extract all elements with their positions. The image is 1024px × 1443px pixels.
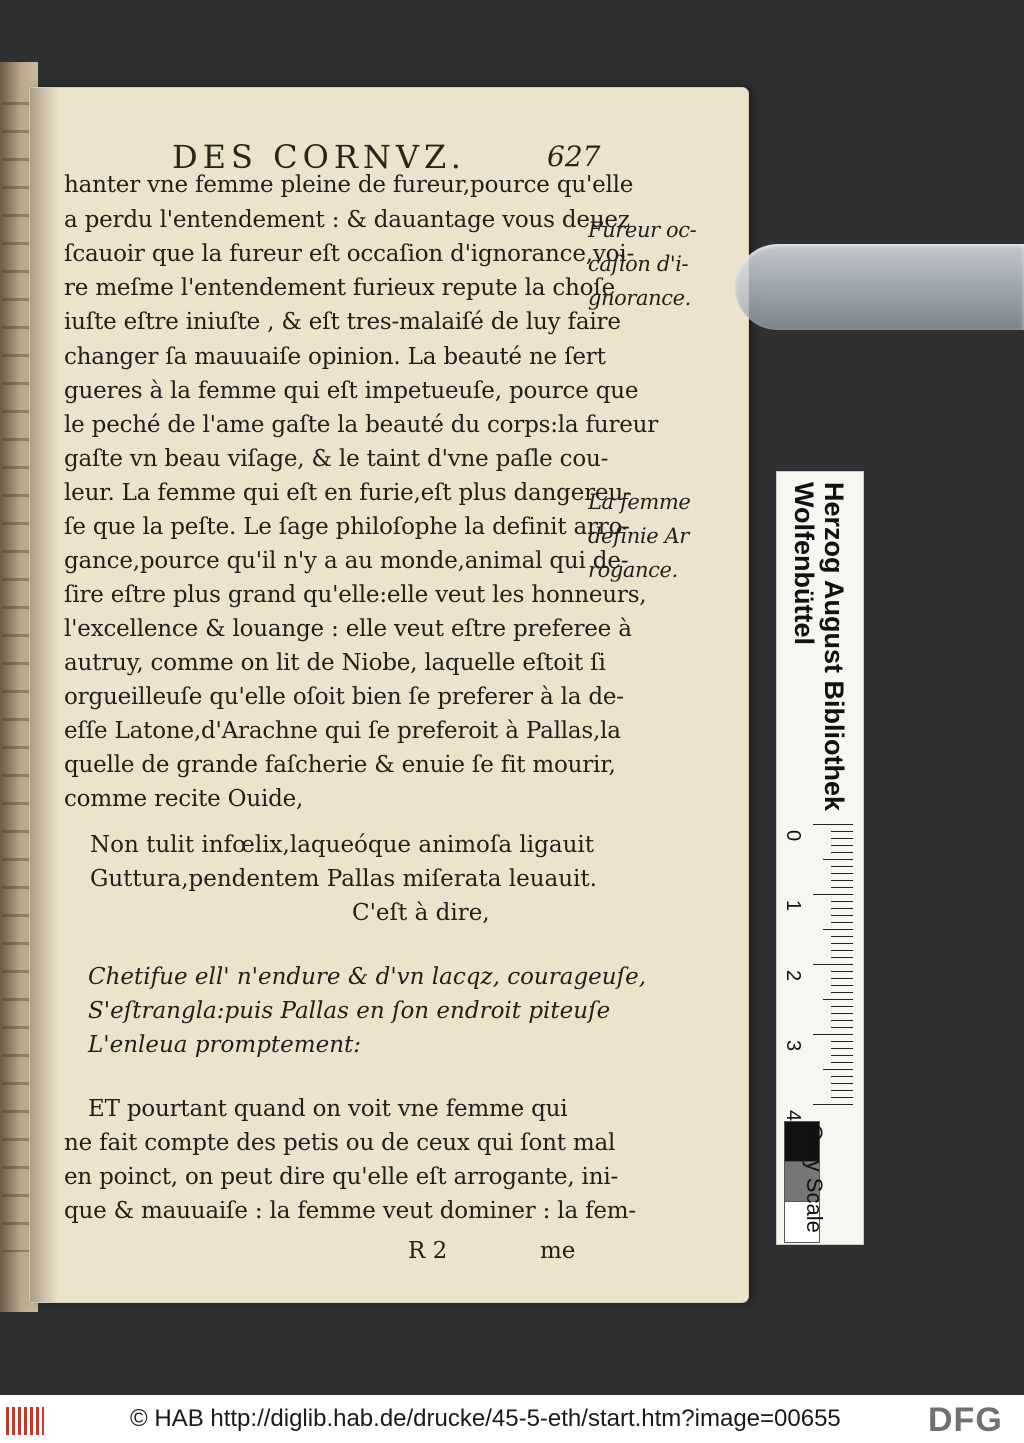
text-line: comme recite Ouide, — [64, 786, 304, 812]
text-line: orgueilleuſe qu'elle oſoit bien ſe preferer à la de- — [64, 684, 624, 710]
color-calibration-strip — [777, 472, 863, 1244]
ruler-tick — [831, 1076, 853, 1077]
ruler-label: 2 — [782, 969, 805, 982]
verse-line: Chetifue ell' n'endure & d'vn lacqz, courageuſe, — [88, 964, 647, 990]
hab-logo-icon — [6, 1407, 44, 1435]
ruler-tick — [831, 950, 853, 951]
text-line: le peché de l'ame gaſte la beauté du corps:la fureur — [64, 412, 659, 438]
text-line: eſſe Latone,d'Arachne qui ſe preferoit à Pallas,la — [64, 718, 621, 744]
quote-line: Non tulit infœlix,laqueóque animoſa ligauit — [90, 832, 594, 858]
ruler-tick — [831, 901, 853, 902]
running-head: DES CORNVZ. — [172, 138, 466, 176]
ruler-tick — [831, 957, 853, 958]
text-line: ſe que la peſte. Le ſage philoſophe la definit arro- — [64, 514, 630, 540]
ruler-tick — [831, 1090, 853, 1091]
page-number: 627 — [547, 140, 601, 173]
ruler-tick — [823, 859, 853, 860]
ruler-tick — [831, 1055, 853, 1056]
ruler-tick — [823, 999, 853, 1000]
ruler-tick — [823, 929, 853, 930]
ruler-tick — [831, 831, 853, 832]
ruler-tick — [813, 964, 853, 965]
ruler-tick — [831, 845, 853, 846]
ruler-label: 4 — [782, 1109, 805, 1122]
text-line: iuſte eſtre iniuſte , & eſt tres-malaiſé de luy faire — [64, 309, 621, 335]
footer-bar — [0, 1395, 1024, 1443]
ruler-tick — [831, 1027, 853, 1028]
text-line: gance,pource qu'il n'y a au monde,animal qui de- — [64, 548, 629, 574]
margin-note-line: La femme — [588, 490, 691, 514]
ruler-label: 1 — [782, 899, 805, 912]
text-line: ET pourtant quand on voit vne femme qui — [88, 1096, 568, 1122]
quote-line: Guttura,pendentem Pallas miſerata leuauit. — [90, 866, 597, 892]
ruler-tick — [831, 1041, 853, 1042]
ruler-tick — [831, 985, 853, 986]
ruler-tick — [831, 866, 853, 867]
ruler-tick — [813, 1034, 853, 1035]
page-clip — [735, 244, 1024, 330]
ruler-tick — [831, 915, 853, 916]
ruler-tick — [813, 1104, 853, 1105]
ruler-tick — [831, 908, 853, 909]
ruler-tick — [831, 880, 853, 881]
ruler-tick — [831, 992, 853, 993]
dfg-logo: DFG — [928, 1401, 1003, 1439]
ruler-tick — [831, 922, 853, 923]
text-line: re meſme l'entendement furieux repute la choſe — [64, 275, 616, 301]
text-line: ſcauoir que la fureur eſt occaſion d'ignorance,voi- — [64, 241, 635, 267]
ruler-tick — [831, 873, 853, 874]
text-line: autruy, comme on lit de Niobe, laquelle eſtoit ſi — [64, 650, 606, 676]
verse-line: S'eſtrangla:puis Pallas en ſon endroit piteuſe — [88, 998, 611, 1024]
ruler-tick — [831, 838, 853, 839]
margin-note-line: caſion d'i- — [588, 252, 689, 276]
ruler-tick — [823, 1069, 853, 1070]
ruler-tick — [831, 978, 853, 979]
ruler-tick — [831, 1013, 853, 1014]
footer-citation[interactable]: © HAB http://diglib.hab.de/drucke/45-5-eth/start.htm?image=00655 — [130, 1405, 841, 1432]
library-name-text: Herzog August Bibliothek Wolfenbüttel — [789, 482, 849, 811]
ruler-tick — [813, 894, 853, 895]
ruler-tick — [831, 1097, 853, 1098]
text-line: que & mauuaiſe : la femme veut dominer : la fem- — [64, 1198, 636, 1224]
margin-note-line: gnorance. — [588, 286, 691, 310]
ruler-tick — [831, 936, 853, 937]
text-line: gaſte vn beau viſage, & le taint d'vne paſle cou- — [64, 446, 609, 472]
margin-note-line: definie Ar — [588, 524, 689, 548]
ruler-tick — [831, 1062, 853, 1063]
margin-note-line: Fureur oc- — [588, 218, 697, 242]
ruler-tick — [831, 1048, 853, 1049]
text-line: en poinct, on peut dire qu'elle eſt arrogante, ini- — [64, 1164, 619, 1190]
text-line: hanter vne femme pleine de fureur,pource qu'elle — [64, 172, 634, 198]
gray-scale-label: Gray Scale — [802, 1124, 827, 1233]
ruler-tick — [831, 887, 853, 888]
ruler-tick — [831, 852, 853, 853]
text-line: a perdu l'entendement : & dauantage vous deuez — [64, 207, 630, 233]
text-line: leur. La femme qui eſt en furie,eſt plus dangereu- — [64, 480, 631, 506]
ruler-tick — [831, 943, 853, 944]
ruler-tick — [831, 1083, 853, 1084]
ruler-label: 3 — [782, 1039, 805, 1052]
cest-a-dire: C'eſt à dire, — [352, 900, 490, 926]
left-page-text-fragments — [2, 102, 32, 1252]
margin-note-line: rogance. — [588, 558, 678, 582]
verse-line: L'enleua promptement: — [88, 1032, 362, 1058]
ruler-label: 0 — [782, 829, 805, 842]
text-line: quelle de grande faſcherie & enuie ſe fit mourir, — [64, 752, 616, 778]
ruler-tick — [813, 824, 853, 825]
text-line: ne fait compte des petis ou de ceux qui ſont mal — [64, 1130, 616, 1156]
text-line: gueres à la femme qui eſt impetueuſe, pource que — [64, 378, 639, 404]
catchword: me — [540, 1238, 576, 1264]
library-name — [791, 482, 851, 882]
text-line: l'excellence & louange : elle veut eſtre preferee à — [64, 616, 632, 642]
text-line: changer ſa mauuaiſe opinion. La beauté ne ſert — [64, 344, 606, 370]
text-line: ſire eſtre plus grand qu'elle:elle veut les honneurs, — [64, 582, 647, 608]
ruler-tick — [831, 1020, 853, 1021]
ruler-tick — [831, 971, 853, 972]
gutter-shadow — [30, 88, 58, 1302]
signature-mark: R 2 — [408, 1238, 448, 1264]
ruler-tick — [831, 1006, 853, 1007]
